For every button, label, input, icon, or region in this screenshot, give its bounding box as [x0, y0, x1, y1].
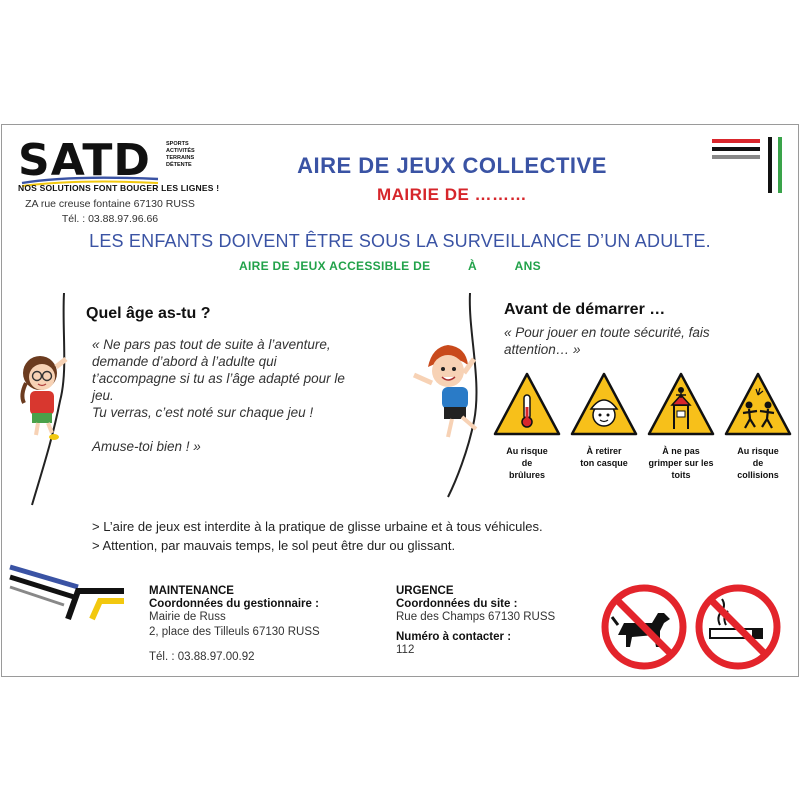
sign-label: Au risque de collisions	[737, 446, 779, 480]
left-line: demande d’abord à l’adulte qui	[92, 354, 277, 369]
sign-label: À ne pas grimper sur les toits	[648, 446, 714, 480]
thermometer-icon	[492, 371, 562, 437]
collision-icon	[723, 371, 793, 437]
rule-item: > Attention, par mauvais temps, le sol peut être dur ou glissant.	[92, 538, 456, 553]
sign-label: À retirer ton casque	[580, 446, 628, 468]
age-access-line	[239, 259, 579, 273]
maintenance-phone: Tél. : 03.88.97.00.92	[149, 651, 255, 663]
urgence-contact-number: 112	[396, 644, 415, 656]
flag-mark-icon	[708, 133, 788, 193]
age-access-prefix: AIRE DE JEUX ACCESSIBLE DE	[239, 259, 431, 273]
rule-item: > L’aire de jeux est interdite à la pratique de glisse urbaine et à tous véhicules.	[92, 519, 543, 534]
sign-panel	[1, 124, 799, 677]
logo-letters: SATD	[18, 135, 151, 186]
urgence-line: Rue des Champs 67130 RUSS	[396, 611, 556, 623]
logo-slogan: NOS SOLUTIONS FONT BOUGER LES LIGNES !	[18, 183, 220, 193]
maintenance-block	[149, 585, 379, 665]
tower-climb-icon	[646, 371, 716, 437]
left-line	[92, 421, 382, 438]
sign-label: Au risque de brûlures	[506, 446, 548, 480]
no-dogs-icon	[600, 583, 688, 671]
maintenance-heading: MAINTENANCE	[149, 585, 234, 597]
urgence-heading: URGENCE	[396, 585, 454, 597]
company-address: ZA rue creuse fontaine 67130 RUSS Tél. : 03.88.97.96.66	[25, 198, 195, 225]
stripes-logo-icon	[8, 561, 128, 621]
maintenance-line: Mairie de Russ	[149, 611, 226, 623]
urgence-contact-label: Numéro à contacter :	[396, 631, 512, 643]
age-access-suffix: ANS	[514, 259, 541, 273]
left-heading: Quel âge as-tu ?	[86, 305, 211, 322]
mairie-name: MAIRIE DE ………	[376, 185, 528, 204]
rules-list	[92, 517, 772, 555]
urgence-label: Coordonnées du site :	[396, 598, 518, 610]
helmet-icon	[569, 371, 639, 437]
left-line: « Ne pars pas tout de suite à l’aventure,	[92, 337, 331, 352]
left-line: Amuse-toi bien ! »	[92, 439, 201, 454]
page-title: AIRE DE JEUX COLLECTIVE	[297, 153, 607, 178]
right-heading: Avant de démarrer …	[504, 301, 666, 318]
maintenance-line: 2, place des Tilleuls 67130 RUSS	[149, 626, 320, 638]
right-intro: « Pour jouer en toute sécurité, fais attention… »	[504, 325, 710, 357]
left-line: t’accompagne si tu as l’âge adapté pour le	[92, 371, 345, 386]
left-body	[92, 336, 382, 455]
age-access-middle: À	[468, 259, 478, 273]
maintenance-label: Coordonnées du gestionnaire :	[149, 598, 319, 610]
warning-signs	[492, 371, 798, 491]
left-line: Tu verras, c’est noté sur chaque jeu !	[92, 405, 314, 420]
logo-side-text: SPORTS ACTIVITÉS TERRAINS DÉTENTE	[166, 141, 195, 168]
urgence-block	[396, 585, 596, 658]
no-smoking-icon	[694, 583, 782, 671]
supervision-warning: LES ENFANTS DOIVENT ÊTRE SOUS LA SURVEILLANCE D’UN ADULTE.	[89, 231, 711, 251]
girl-rope-illustration	[12, 291, 82, 511]
left-line: jeu.	[92, 388, 114, 403]
